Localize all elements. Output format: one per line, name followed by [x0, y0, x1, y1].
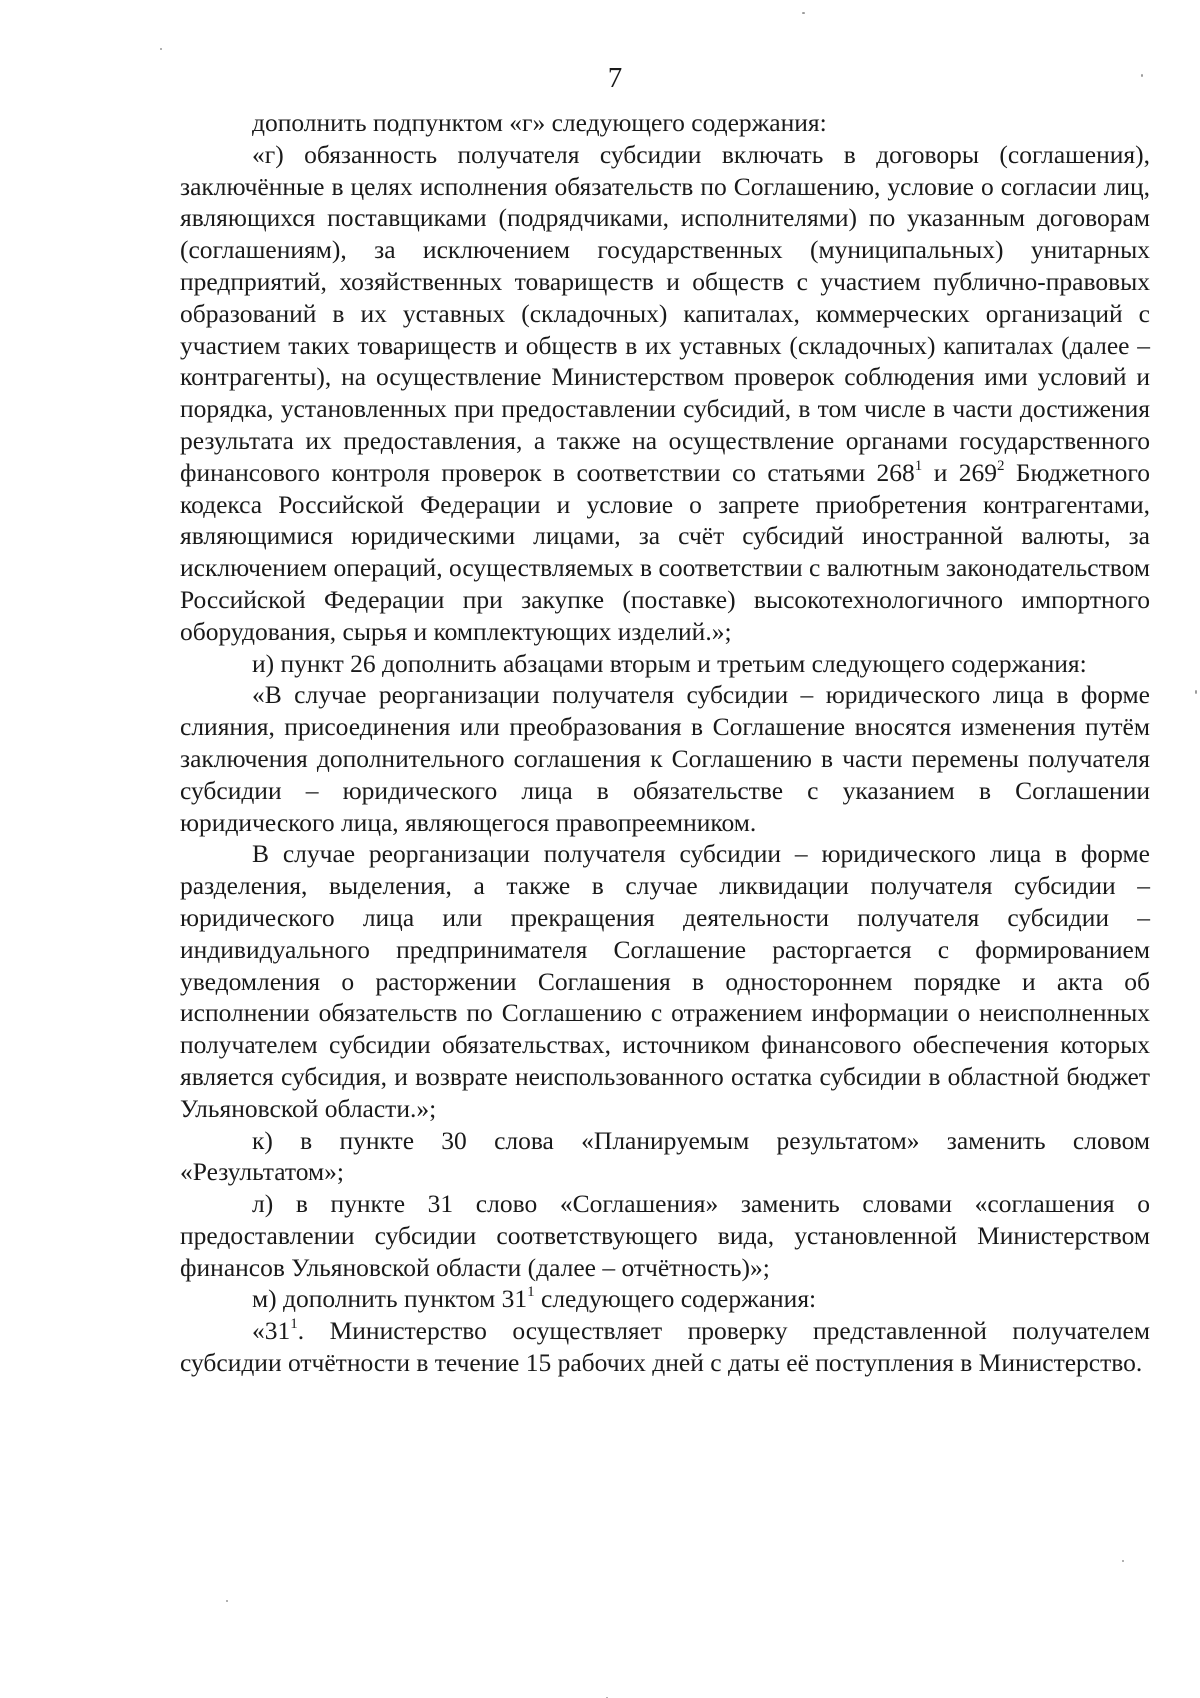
subparagraph-m — [180, 1283, 1150, 1315]
paragraph-31-1 — [180, 1315, 1150, 1379]
subparagraph-m-text-2: следующего содержания: — [534, 1284, 817, 1314]
intro-paragraph: дополнить подпунктом «г» следующего содержания: — [252, 108, 827, 137]
scan-speck — [1195, 690, 1197, 694]
superscript-31-1: 1 — [290, 1316, 298, 1333]
subparagraph-k: к) в пункте 30 слова «Планируемым результатом» заменить словом «Результатом»; — [180, 1125, 1150, 1187]
subparagraph-m-text-1: м) дополнить пунктом 31 — [252, 1284, 528, 1314]
paragraph-31-1-text-2: . Министерство осуществляет проверку представленной получателем субсидии отчётности в течение 15 рабочих дней с даты её поступления в Министерство. — [180, 1316, 1150, 1378]
superscript-1: 1 — [914, 457, 923, 474]
quote-paragraph-1: «В случае реорганизации получателя субсидии – юридического лица в форме слияния, присоединения или преобразования в Соглашение вносятся изменения путём заключения дополнительного соглашения к Соглашению в части перемены получателя субсидии – юридического лица в обязательстве с указанием в Соглашении юридического лица, являющегося правопреемником. — [180, 680, 1150, 837]
scan-speck — [160, 48, 162, 50]
subparagraph-g — [180, 139, 1150, 648]
subparagraph-l: л) в пункте 31 слово «Соглашения» заменить словами «соглашения о предоставлении субсидии соответствующего вида, установленной Министерством финансов Ульяновской области (далее – отчётность)»; — [180, 1189, 1150, 1282]
quote-paragraph-2: В случае реорганизации получателя субсидии – юридического лица в форме разделения, выделения, а также в случае ликвидации получателя субсидии – юридического лица или прекращения деятельности получателя субсидии – индивидуального предпринимателя Соглашение расторгается с формированием уведомления о расторжении Соглашения в одностороннем порядке и акта об исполнении обязательств по Соглашению с отражением информации о неисполненных получателем субсидии обязательствах, источником финансового обеспечения которых является субсидия, и возврате неиспользованного остатка субсидии в областной бюджет Ульяновской области.»; — [180, 839, 1150, 1123]
subparagraph-g-text-1: «г) обязанность получателя субсидии включать в договоры (соглашения), заключённые в целях исполнения обязательств по Соглашению, условие о согласии лиц, являющихся поставщиками (подрядчиками, исполнителями) по указанным договорам (соглашениям), за исключением государственных (муниципальных) унитарных предприятий, хозяйственных товариществ и обществ с участием публично-правовых образований в их уставных (складочных) капиталах, коммерческих организаций с участием таких товариществ и обществ в их уставных (складочных) капиталах (далее – контрагенты), на осуществление Министерством проверок соблюдения ими условий и порядка, установленных при предоставлении субсидий, в том числе в части достижения результата их предоставления, а также на осуществление органами государственного финансового контроля проверок в соответствии со статьями 268 — [180, 139, 1150, 487]
paragraph-31-1-text-1: «31 — [252, 1316, 291, 1346]
subparagraph-i: и) пункт 26 дополнить абзацами вторым и третьим следующего содержания: — [252, 648, 1087, 678]
scan-speck — [802, 12, 805, 14]
scan-speck — [1141, 74, 1143, 77]
page-number: 7 — [607, 62, 623, 94]
scan-speck — [226, 1600, 228, 1602]
scan-speck — [1122, 1560, 1124, 1562]
subparagraph-g-text-3: Бюджетного кодекса Российской Федерации и условие о запрете приобретения контрагентами, являющимися юридическими лицами, за счёт субсидий иностранной валюты, за исключением операций, осуществляемых в соответствии с валютным законодательством Российской Федерации при закупке (поставке) высокотехнологичного импортного оборудования, сырья и комплектующих изделий.»; — [180, 457, 1150, 646]
subparagraph-g-text-2: и 269 — [922, 457, 997, 487]
superscript-m: 1 — [527, 1284, 535, 1301]
document-body — [180, 107, 1150, 1379]
superscript-2: 2 — [997, 457, 1005, 474]
